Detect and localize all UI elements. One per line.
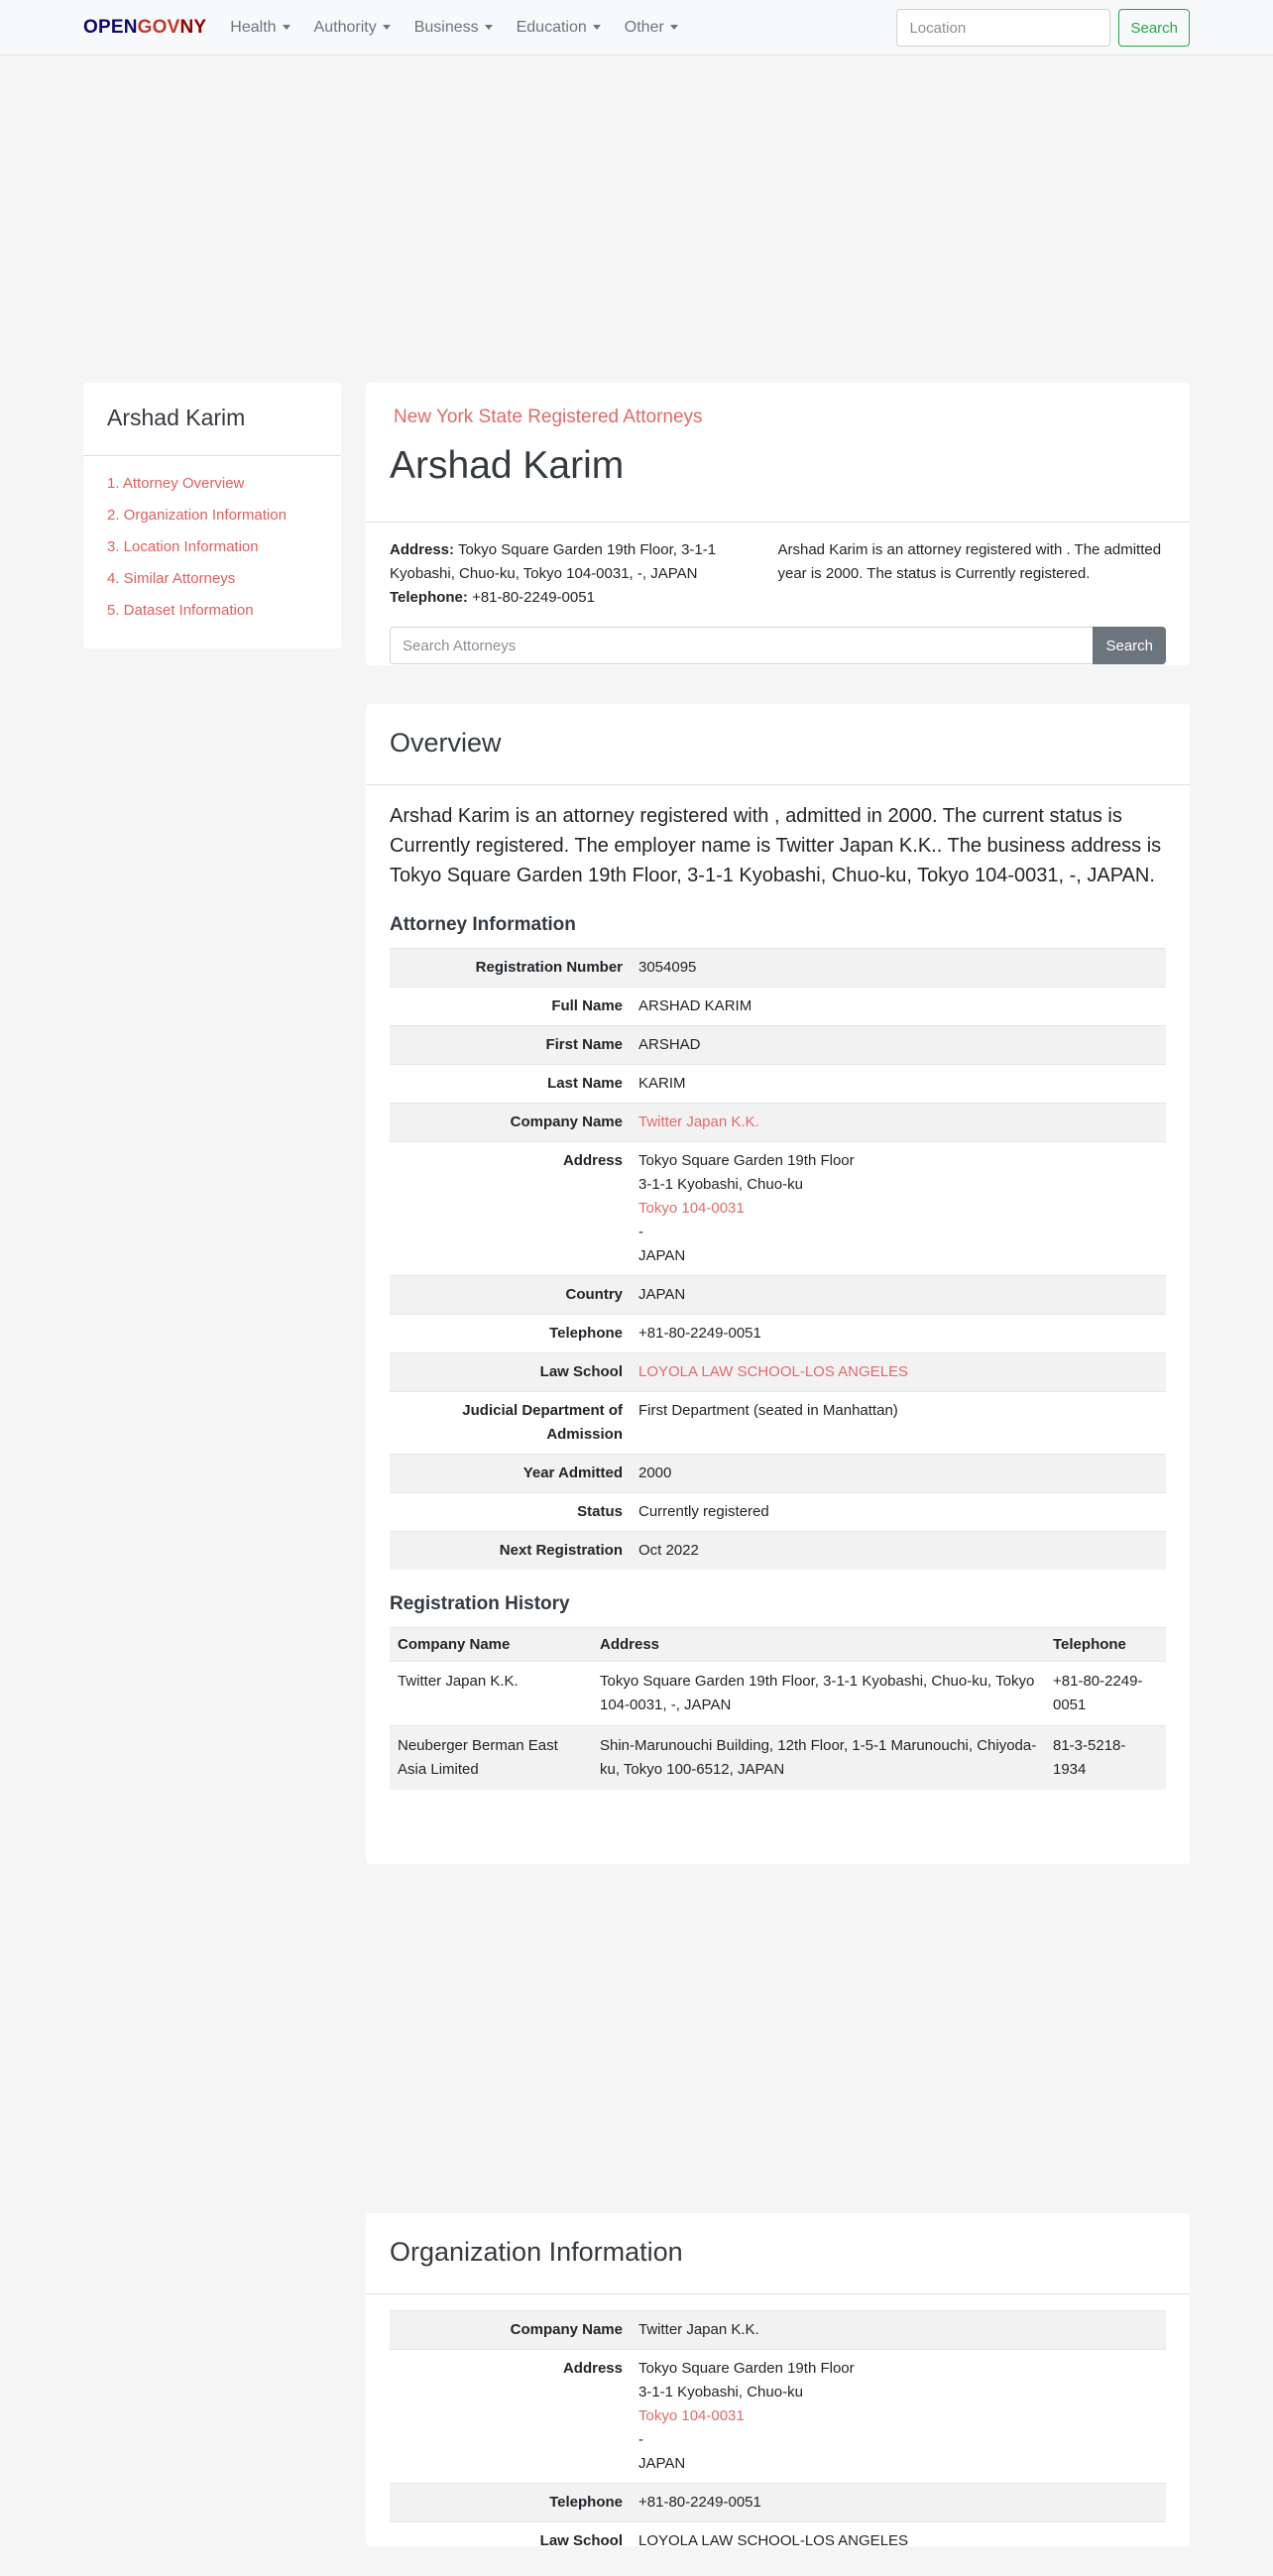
field-label: Country: [390, 1276, 631, 1315]
nav-menu-health[interactable]: [230, 19, 297, 37]
nav-menu-education[interactable]: [517, 19, 609, 37]
nav-menu-other[interactable]: [625, 19, 686, 37]
field-label: Address: [390, 1142, 631, 1276]
summary-text: Arshad Karim is an attorney registered with . The admitted year is 2000. The status is Currently registered.: [777, 541, 1162, 582]
nav-menu-label: Other: [624, 19, 664, 36]
field-value: Currently registered: [631, 1493, 1166, 1532]
chevron-down-icon: [593, 25, 601, 30]
field-value: +81-80-2249-0051: [631, 1315, 1166, 1353]
attorney-information-heading: Attorney Information: [390, 914, 576, 935]
logo-part-gov: GOV: [137, 17, 180, 38]
field-label: Judicial Department of Admission: [390, 1392, 631, 1455]
toc-list: [83, 456, 341, 639]
table-row: [390, 1353, 1166, 1392]
field-label: Law School: [390, 1353, 631, 1392]
attorney-search-input[interactable]: [390, 627, 1093, 664]
field-label: Telephone: [390, 1315, 631, 1353]
field-value: Twitter Japan K.K.: [631, 2311, 1166, 2350]
history-address: Tokyo Square Garden 19th Floor, 3-1-1 Kyobashi, Chuo-ku, Tokyo 104-0031, -, JAPAN: [592, 1662, 1045, 1726]
organization-card: [366, 2213, 1190, 2549]
toc-item-organization-information[interactable]: 2. Organization Information: [107, 507, 287, 524]
table-row: [390, 2311, 1166, 2350]
attorney-header-card: [366, 383, 1190, 665]
logo-part-ny: NY: [179, 17, 207, 38]
page-title: Arshad Karim: [390, 444, 625, 487]
attorney-information-table: [390, 948, 1166, 1570]
registration-history-heading: Registration History: [390, 1593, 570, 1614]
sidebar-title: Arshad Karim: [83, 383, 341, 456]
toc-item-similar-attorneys[interactable]: 4. Similar Attorneys: [107, 570, 236, 587]
field-label: Next Registration: [390, 1532, 631, 1571]
location-input[interactable]: [896, 9, 1110, 47]
field-value: ARSHAD KARIM: [631, 988, 1166, 1026]
table-header-row: [390, 1628, 1166, 1662]
address-line: 3-1-1 Kyobashi, Chuo-ku: [638, 2384, 803, 2400]
address-line: JAPAN: [638, 2455, 686, 2472]
telephone-label: Telephone:: [390, 589, 468, 606]
attorney-search-button[interactable]: Search: [1093, 627, 1166, 664]
column-header: Telephone: [1045, 1628, 1166, 1662]
field-value: KARIM: [631, 1065, 1166, 1104]
nav-menu-authority[interactable]: [314, 19, 399, 37]
history-company: Twitter Japan K.K.: [390, 1662, 592, 1726]
table-row: [390, 1104, 1166, 1142]
table-row: [390, 1065, 1166, 1104]
chevron-down-icon: [485, 25, 493, 30]
field-label: Registration Number: [390, 949, 631, 988]
chevron-down-icon: [283, 25, 290, 30]
city-link[interactable]: Tokyo 104-0031: [638, 2407, 745, 2424]
table-row: [390, 1493, 1166, 1532]
address-value: [631, 1142, 1166, 1276]
address-line: -: [638, 2431, 643, 2448]
overview-card: [366, 704, 1190, 1864]
logo-part-open: OPEN: [83, 17, 138, 38]
table-row: [390, 1726, 1166, 1791]
address-value: [631, 2350, 1166, 2484]
nav-menu-business[interactable]: [414, 19, 501, 37]
field-label: Company Name: [390, 1104, 631, 1142]
attorney-search-form: [390, 627, 1166, 664]
field-value: First Department (seated in Manhattan): [631, 1392, 1166, 1455]
company-link[interactable]: Twitter Japan K.K.: [638, 1113, 759, 1130]
table-row: [390, 2484, 1166, 2522]
address-line: -: [638, 1224, 643, 1240]
table-row: [390, 2522, 1166, 2561]
category-link[interactable]: New York State Registered Attorneys: [394, 407, 703, 427]
organization-table: [390, 2310, 1166, 2560]
table-row: [390, 1142, 1166, 1276]
field-label: Last Name: [390, 1065, 631, 1104]
field-label: Company Name: [390, 2311, 631, 2350]
toc-item-dataset-information[interactable]: 5. Dataset Information: [107, 602, 254, 619]
nav-menu-label: Health: [230, 19, 277, 36]
overview-lead: Arshad Karim is an attorney registered with , admitted in 2000. The current status is Currently registered. The employer name is Twitter Japan K.K.. The business address is Tokyo Square Garden 19th Floor, 3-1-1 Kyobashi, Chuo-ku, Tokyo 104-0031, -, JAPAN.: [390, 805, 1162, 886]
site-logo[interactable]: [83, 17, 206, 39]
field-value: 3054095: [631, 949, 1166, 988]
nav-menu-label: Authority: [313, 19, 377, 36]
field-value: JAPAN: [631, 1276, 1166, 1315]
field-label: Law School: [390, 2522, 631, 2561]
toc-item-attorney-overview[interactable]: 1. Attorney Overview: [107, 475, 245, 492]
address-line: Tokyo Square Garden 19th Floor: [638, 1152, 855, 1169]
toc-item-location-information[interactable]: 3. Location Information: [107, 538, 259, 555]
column-header: Company Name: [390, 1628, 592, 1662]
history-address: Shin-Marunouchi Building, 12th Floor, 1-5-1 Marunouchi, Chiyoda-ku, Tokyo 100-6512, JAPAN: [592, 1726, 1045, 1791]
table-row: [390, 1532, 1166, 1571]
table-row: [390, 1276, 1166, 1315]
address-line: 3-1-1 Kyobashi, Chuo-ku: [638, 1176, 803, 1193]
chevron-down-icon: [383, 25, 391, 30]
field-value: Oct 2022: [631, 1532, 1166, 1571]
address-line: Tokyo Square Garden 19th Floor: [638, 2360, 855, 2377]
table-row: [390, 1026, 1166, 1065]
history-company: Neuberger Berman East Asia Limited: [390, 1726, 592, 1791]
table-row: [390, 949, 1166, 988]
telephone-value: +81-80-2249-0051: [472, 589, 595, 606]
organization-heading: Organization Information: [366, 2213, 1190, 2294]
field-label: Telephone: [390, 2484, 631, 2522]
nav-menu-label: Business: [413, 19, 479, 36]
city-link[interactable]: Tokyo 104-0031: [638, 1200, 745, 1217]
column-header: Address: [592, 1628, 1045, 1662]
address-value: Tokyo Square Garden 19th Floor, 3-1-1 Kyobashi, Chuo-ku, Tokyo 104-0031, -, JAPAN: [390, 541, 717, 582]
field-value: 2000: [631, 1455, 1166, 1493]
sidebar-toc: [83, 383, 341, 648]
field-label: Status: [390, 1493, 631, 1532]
contact-block: [390, 538, 778, 610]
table-row: [390, 1315, 1166, 1353]
field-label: Year Admitted: [390, 1455, 631, 1493]
location-search-button[interactable]: Search: [1118, 9, 1190, 47]
field-value: LOYOLA LAW SCHOOL-LOS ANGELES: [631, 2522, 1166, 2561]
chevron-down-icon: [670, 25, 678, 30]
top-navbar: [0, 0, 1273, 56]
law-school-link[interactable]: LOYOLA LAW SCHOOL-LOS ANGELES: [638, 1363, 909, 1380]
table-row: [390, 988, 1166, 1026]
field-label: First Name: [390, 1026, 631, 1065]
address-label: Address:: [390, 541, 455, 558]
field-label: Address: [390, 2350, 631, 2484]
field-label: Full Name: [390, 988, 631, 1026]
location-search-form: [896, 9, 1190, 47]
overview-heading: Overview: [366, 704, 1190, 785]
address-line: JAPAN: [638, 1247, 686, 1264]
table-row: [390, 1455, 1166, 1493]
history-telephone: +81-80-2249-0051: [1045, 1662, 1166, 1726]
history-telephone: 81-3-5218-1934: [1045, 1726, 1166, 1791]
field-value: +81-80-2249-0051: [631, 2484, 1166, 2522]
field-value: ARSHAD: [631, 1026, 1166, 1065]
nav-menu-label: Education: [516, 19, 587, 36]
registration-history-table: [390, 1627, 1166, 1790]
table-row: [390, 2350, 1166, 2484]
table-row: [390, 1662, 1166, 1726]
table-row: [390, 1392, 1166, 1455]
